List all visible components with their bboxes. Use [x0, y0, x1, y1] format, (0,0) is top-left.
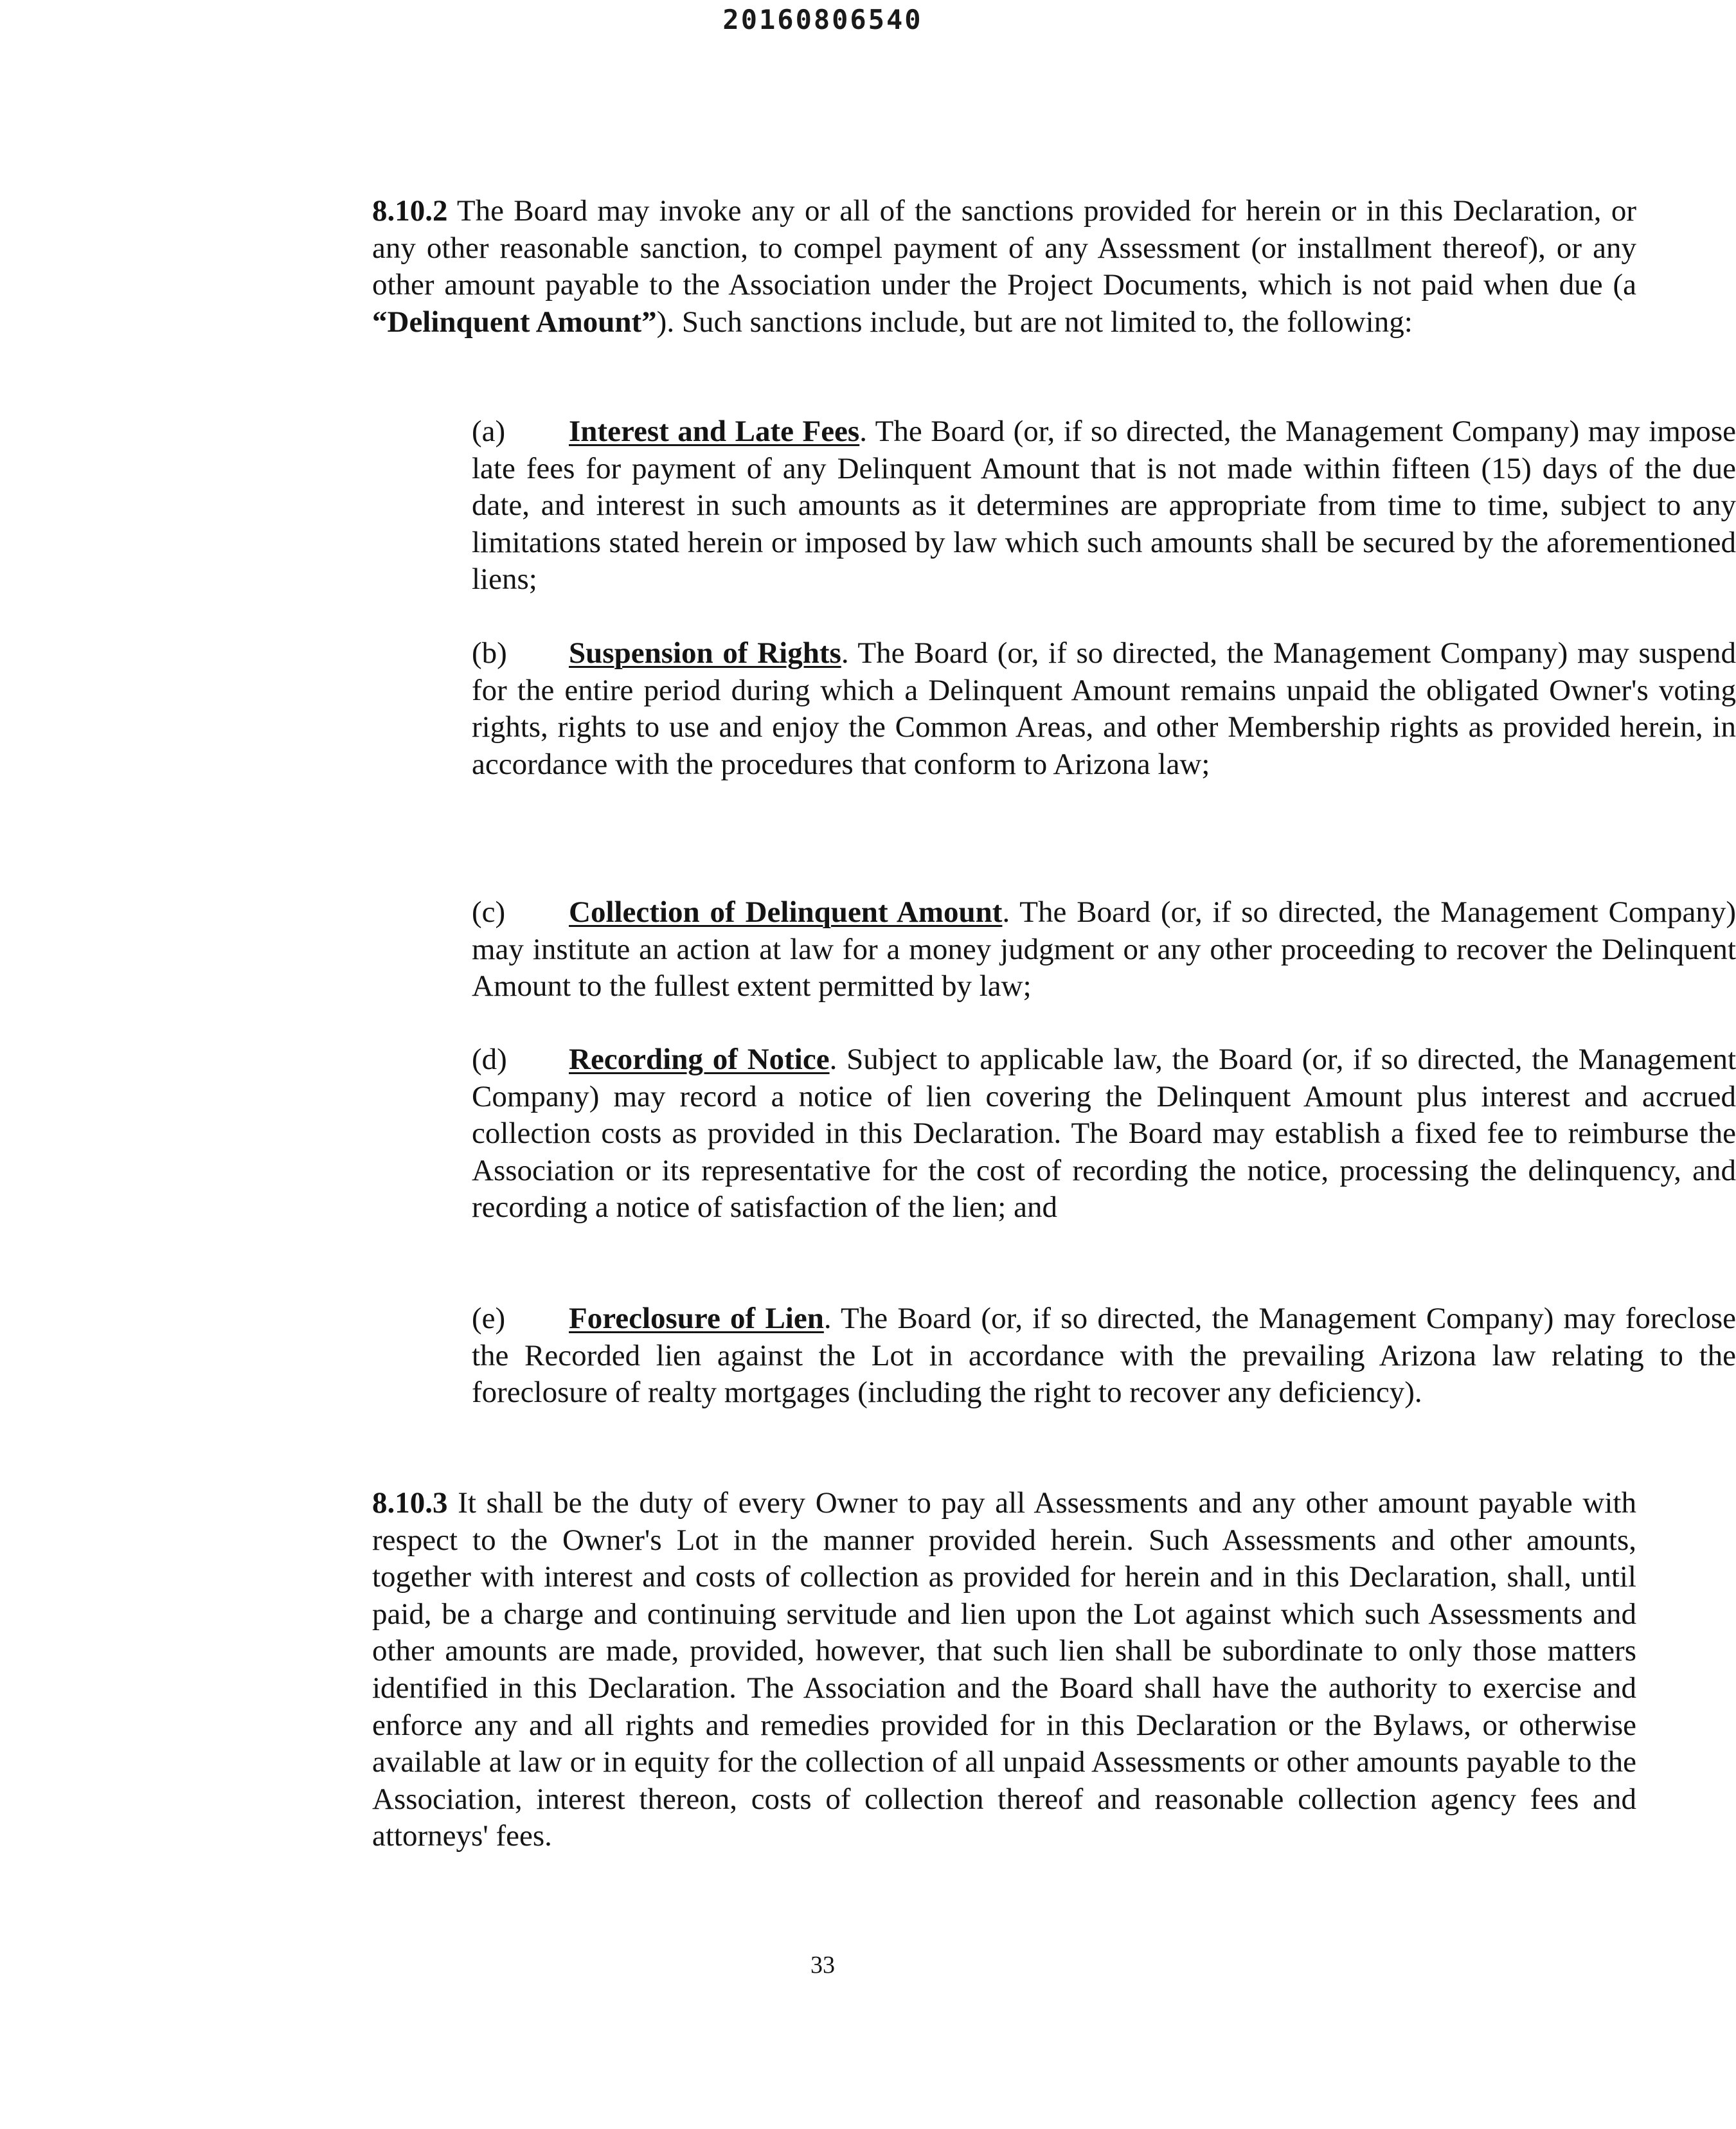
- section-number: 8.10.3: [372, 1486, 448, 1520]
- item-text: . Subject to applicable law, the Board (or, if so directed, the Management Company) may record a notice of lien covering the Delinquent Amount plus interest and accrued collection costs as provided in this Declaration. The Board may establish a fixed fee to reimburse the Association or its representative for the cost of recording the notice, processing the delinquency, and recording a notice of satisfaction of the lien; and: [472, 1043, 1736, 1225]
- list-item: [179, 1041, 1736, 1226]
- item-heading: Foreclosure of Lien: [569, 1302, 824, 1335]
- item-heading: Interest and Late Fees: [569, 415, 860, 448]
- item-heading: Suspension of Rights: [569, 636, 841, 670]
- item-heading: Recording of Notice: [569, 1043, 830, 1076]
- section-text: ). Such sanctions include, but are not limited to, the following:: [656, 305, 1413, 339]
- section-8-10-3: [179, 1485, 1636, 1855]
- section-text: It shall be the duty of every Owner to pay all Assessments and any other amount payable with respect to the Owner's Lot in the manner provided herein. Such Assessments and other amounts, together with interest and costs of collection as provided for herein and in this Declaration, shall, until paid, be a charge and continuing servitude and lien upon the Lot against which such Assessments and other amounts are made, provided, however, that such lien shall be subordinate to only those matters identified in this Declaration. The Association and the Board shall have the authority to exercise and enforce any and all rights and remedies provided for in this Declaration or the Bylaws, or otherwise available at law or in equity for the collection of all unpaid Assessments or other amounts payable to the Association, interest thereon, costs of collection thereof and reasonable collection agency fees and attorneys' fees.: [372, 1486, 1636, 1853]
- item-letter: (d): [472, 1043, 507, 1076]
- document-number: 20160806540: [722, 4, 923, 35]
- item-text: . The Board (or, if so directed, the Management Company) may institute an action at law for a money judgment or any other proceeding to recover the Delinquent Amount to the fullest extent permitted by law;: [472, 895, 1736, 1003]
- defined-term: “Delinquent Amount”: [372, 305, 657, 339]
- item-letter: (a): [472, 415, 506, 448]
- section-text: The Board may invoke any or all of the sanctions provided for herein or in this Declaration, or any other reasonable sanction, to compel payment of any Assessment (or installment thereof), or any other amount payable to the Association under the Project Documents, which is not paid when due (a: [372, 194, 1636, 302]
- page-number: 33: [810, 1952, 835, 1979]
- list-item: [179, 413, 1736, 598]
- item-text: . The Board (or, if so directed, the Management Company) may impose late fees for payment of any Delinquent Amount that is not made within fifteen (15) days of the due date, and interest in such amounts as it determines are appropriate from time to time, subject to any limitations stated herein or imposed by law which such amounts shall be secured by the aforementioned liens;: [472, 415, 1736, 597]
- item-text: . The Board (or, if so directed, the Management Company) may foreclose the Recorded lien against the Lot in accordance with the prevailing Arizona law relating to the foreclosure of realty mortgages (including the right to recover any deficiency).: [472, 1302, 1736, 1410]
- item-letter: (c): [472, 895, 506, 929]
- section-number: 8.10.2: [372, 194, 448, 228]
- list-item: [179, 1300, 1736, 1412]
- item-letter: (b): [472, 636, 507, 670]
- section-8-10-2: [179, 193, 1636, 341]
- item-letter: (e): [472, 1302, 506, 1335]
- item-text: . The Board (or, if so directed, the Management Company) may suspend for the entire period during which a Delinquent Amount remains unpaid the obligated Owner's voting rights, rights to use and enjoy the Common Areas, and other Membership rights as provided herein, in accordance with the procedures that conform to Arizona law;: [472, 636, 1736, 781]
- item-heading: Collection of Delinquent Amount: [569, 895, 1003, 929]
- list-item: [179, 894, 1736, 1005]
- list-item: [179, 635, 1736, 783]
